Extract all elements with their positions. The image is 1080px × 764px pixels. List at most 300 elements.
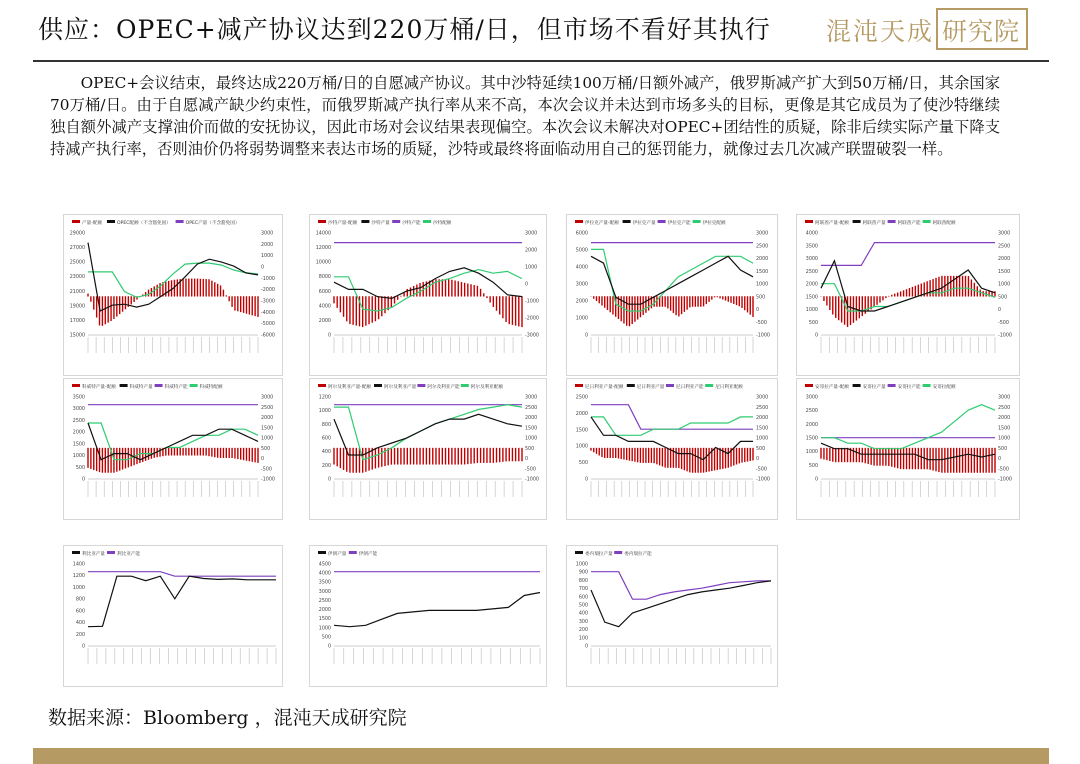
y2-tick-label: 0	[998, 308, 1002, 313]
y2-tick-label: 1500	[756, 269, 769, 275]
diff-bar	[897, 448, 898, 468]
y-tick-label: 3000	[318, 589, 331, 595]
diff-bar	[90, 448, 91, 469]
logo-text: 混沌天成	[826, 17, 935, 46]
diff-bar	[159, 448, 160, 457]
y-tick-label: 200	[75, 632, 85, 638]
y-tick-label: 500	[578, 461, 588, 467]
diff-bar	[697, 296, 698, 307]
diff-bar	[203, 279, 204, 297]
diff-bar	[356, 296, 357, 325]
y-tick-label: 3500	[805, 244, 818, 250]
legend-label: 安哥拉产能	[897, 385, 921, 390]
diff-bar	[678, 296, 679, 316]
y2-tick-label: 500	[998, 446, 1008, 452]
diff-bar	[708, 296, 709, 302]
diff-bar	[496, 448, 497, 463]
y-tick-label: 10000	[315, 260, 331, 266]
y2-tick-label: 500	[261, 446, 271, 452]
legend-label: 阿尔及利亚产量-配额	[328, 385, 372, 390]
y-tick-label: 0	[327, 477, 331, 483]
diff-bar	[107, 448, 108, 473]
diff-bar	[706, 296, 707, 304]
y2-tick-label: -5000	[261, 322, 275, 328]
diff-bar	[512, 296, 513, 325]
diff-bar	[217, 448, 218, 458]
legend-label: 科威特产能	[164, 385, 188, 390]
diff-bar	[400, 448, 401, 465]
diff-bar	[252, 296, 253, 315]
y2-tick-label: 1500	[998, 269, 1011, 275]
diff-bar	[865, 448, 866, 463]
diff-bar	[929, 448, 930, 470]
diff-bar	[435, 448, 436, 465]
diff-bar	[407, 448, 408, 465]
diff-bar	[474, 285, 475, 297]
diff-bar	[664, 448, 665, 468]
y-tick-label: 25000	[69, 260, 85, 266]
y-tick-label: 500	[808, 320, 818, 326]
y2-tick-label: 0	[756, 457, 760, 462]
diff-bar	[365, 448, 366, 472]
diff-bar	[521, 448, 522, 461]
diff-bar	[505, 296, 506, 322]
diff-bar	[894, 294, 895, 297]
diff-bar	[220, 285, 221, 296]
y-tick-label: 8000	[318, 275, 331, 281]
y2-tick-label: 2500	[756, 244, 769, 250]
diff-bar	[426, 448, 427, 465]
diff-bar	[604, 296, 605, 308]
y-tick-label: 1200	[72, 574, 85, 580]
diff-bar	[841, 448, 842, 462]
diff-bar	[736, 448, 737, 465]
y2-tick-label: 3000	[998, 231, 1011, 237]
diff-bar	[205, 279, 206, 296]
diff-bar	[188, 279, 189, 297]
diff-bar	[918, 448, 919, 469]
diff-bar	[228, 296, 229, 301]
diff-bar	[947, 276, 948, 297]
diff-bar	[835, 448, 836, 462]
diff-bar	[903, 290, 904, 296]
diff-bar	[214, 448, 215, 457]
diff-bar	[829, 448, 830, 461]
diff-bar	[862, 296, 863, 316]
chart-panel-5	[63, 378, 283, 520]
y-tick-label: 3000	[805, 257, 818, 262]
diff-bar	[929, 280, 930, 296]
diff-bar	[185, 279, 186, 297]
diff-bar	[832, 448, 833, 462]
legend-swatch	[575, 551, 583, 554]
logo-box-text: 研究院	[942, 17, 1021, 46]
diff-bar	[205, 448, 206, 456]
diff-bar	[375, 296, 376, 321]
diff-bar	[829, 296, 830, 310]
diff-bar	[980, 448, 981, 473]
y-tick-label: 1000	[72, 454, 85, 460]
diff-bar	[736, 296, 737, 305]
diff-bar	[747, 448, 748, 462]
diff-bar	[847, 296, 848, 327]
y2-tick-label: -1000	[998, 477, 1012, 483]
diff-bar	[454, 281, 455, 297]
diff-bar	[873, 296, 874, 307]
y-tick-label: 500	[75, 465, 85, 471]
diff-bar	[231, 448, 232, 458]
diff-bar	[838, 296, 839, 320]
y2-tick-label: 1500	[756, 426, 769, 432]
y-tick-label: 17000	[69, 318, 85, 324]
legend-swatch	[923, 220, 931, 223]
y2-tick-label: 2000	[525, 248, 538, 254]
diff-bar	[171, 280, 172, 296]
legend-label: 利比亚产量	[82, 552, 105, 557]
diff-bar	[653, 448, 654, 463]
diff-bar	[168, 448, 169, 456]
chart-svg-5	[64, 379, 282, 519]
y2-tick-label: 3000	[525, 231, 538, 237]
diff-bar	[888, 448, 889, 466]
y2-tick-label: 2500	[998, 244, 1011, 250]
diff-bar	[977, 448, 978, 473]
y-tick-label: 0	[81, 477, 85, 483]
y-tick-label: 23000	[69, 275, 85, 281]
diff-bar	[708, 448, 709, 472]
legend-label: 伊拉克产能	[667, 221, 691, 226]
diff-bar	[148, 290, 149, 297]
diff-bar	[994, 291, 995, 296]
y-tick-label: 6000	[318, 289, 331, 295]
legend-label: 科威特产量-配额	[82, 385, 116, 390]
y-tick-label: 5000	[575, 248, 588, 254]
series-line-black	[334, 593, 540, 627]
diff-bar	[891, 295, 892, 297]
diff-bar	[165, 448, 166, 456]
diff-bar	[362, 296, 363, 327]
diff-bar	[626, 448, 627, 460]
legend-swatch	[805, 384, 813, 387]
y2-tick-label: 0	[756, 308, 760, 313]
y2-tick-label: 500	[756, 446, 766, 452]
y2-tick-label: 1500	[261, 426, 274, 432]
legend-label: 沙特配额	[433, 221, 452, 226]
y2-tick-label: -6000	[261, 333, 275, 339]
diff-bar	[733, 296, 734, 304]
diff-bar	[254, 448, 255, 463]
y2-tick-label: 1000	[525, 436, 538, 442]
legend-swatch	[72, 551, 80, 554]
y-tick-label: 1500	[805, 295, 818, 301]
legend-label: 伊朗产量	[328, 552, 347, 557]
diff-bar	[915, 286, 916, 297]
y-tick-label: 1000	[72, 585, 85, 591]
diff-bar	[859, 448, 860, 462]
legend-swatch	[693, 220, 701, 223]
diff-bar	[642, 296, 643, 315]
diff-bar	[419, 448, 420, 465]
y2-tick-label: 1000	[998, 282, 1011, 288]
diff-bar	[994, 448, 995, 473]
legend-swatch	[614, 551, 622, 554]
diff-bar	[403, 448, 404, 465]
y-tick-label: 2000	[575, 299, 588, 305]
legend-swatch	[318, 384, 326, 387]
y-tick-label: 0	[81, 644, 85, 650]
diff-bar	[470, 284, 471, 296]
diff-bar	[257, 448, 258, 463]
diff-bar	[882, 448, 883, 466]
chart-svg-10	[310, 546, 546, 686]
diff-bar	[882, 296, 883, 300]
diff-bar	[133, 296, 134, 302]
diff-bar	[637, 296, 638, 319]
series-line-black	[334, 268, 522, 299]
legend-swatch	[392, 220, 400, 223]
legend-swatch	[666, 384, 674, 387]
y2-tick-label: 0	[525, 282, 529, 288]
header	[0, 0, 1080, 58]
legend-swatch	[923, 384, 931, 387]
diff-bar	[744, 296, 745, 310]
diff-bar	[349, 296, 350, 324]
diff-bar	[359, 448, 360, 473]
diff-bar	[912, 448, 913, 469]
y2-tick-label: 1000	[756, 436, 769, 442]
diff-bar	[675, 296, 676, 315]
diff-bar	[356, 448, 357, 473]
diff-bar	[823, 448, 824, 460]
diff-bar	[394, 448, 395, 465]
diff-bar	[234, 448, 235, 459]
diff-bar	[623, 296, 624, 323]
diff-bar	[689, 448, 690, 473]
y-tick-label: 2000	[318, 318, 331, 324]
diff-bar	[891, 448, 892, 467]
header-divider	[33, 60, 1049, 62]
y-tick-label: 500	[321, 635, 331, 641]
y-tick-label: 21000	[69, 289, 85, 295]
diff-bar	[214, 282, 215, 296]
legend-label: 阿联酋配额	[932, 221, 956, 226]
diff-bar	[950, 448, 951, 473]
page-title: 供应：OPEC+减产协议达到220万桶/日，但市场不看好其执行	[38, 15, 771, 44]
diff-bar	[518, 296, 519, 326]
diff-bar	[410, 448, 411, 465]
diff-bar	[397, 296, 398, 300]
diff-bar	[340, 296, 341, 312]
diff-bar	[243, 448, 244, 460]
diff-bar	[397, 448, 398, 465]
diff-bar	[493, 296, 494, 307]
y2-tick-label: -500	[525, 467, 536, 473]
y2-tick-label: 2000	[525, 416, 538, 421]
legend-swatch	[349, 551, 357, 554]
diff-bar	[445, 448, 446, 465]
diff-bar	[651, 448, 652, 463]
y-tick-label: 2000	[805, 282, 818, 288]
diff-bar	[637, 448, 638, 462]
diff-bar	[985, 448, 986, 473]
diff-bar	[116, 296, 117, 316]
legend-swatch	[155, 384, 163, 387]
diff-bar	[991, 448, 992, 473]
y-tick-label: 300	[578, 619, 588, 625]
diff-bar	[237, 296, 238, 311]
chart-svg-9	[64, 546, 282, 686]
diff-bar	[941, 276, 942, 297]
diff-bar	[410, 287, 411, 296]
legend-swatch	[853, 220, 861, 223]
legend-swatch	[107, 551, 115, 554]
diff-bar	[480, 289, 481, 297]
y-tick-label: 1000	[575, 444, 588, 450]
diff-bar	[750, 448, 751, 461]
y-tick-label: 0	[584, 477, 588, 483]
y-tick-label: 1000	[318, 626, 331, 632]
y-tick-label: 600	[321, 436, 331, 442]
diff-bar	[853, 448, 854, 462]
chart-svg-3	[567, 215, 777, 375]
diff-bar	[983, 448, 984, 473]
y2-tick-label: 1000	[261, 436, 274, 442]
y-tick-label: 0	[584, 644, 588, 650]
y-tick-label: 4000	[318, 571, 331, 577]
diff-bar	[859, 296, 860, 318]
diff-bar	[254, 296, 255, 316]
diff-bar	[182, 448, 183, 456]
y2-tick-label: 3000	[261, 395, 274, 401]
diff-bar	[596, 296, 597, 301]
diff-bar	[686, 296, 687, 309]
diff-bar	[974, 448, 975, 473]
y2-tick-label: 1500	[998, 426, 1011, 432]
diff-bar	[634, 296, 635, 322]
legend-swatch	[627, 384, 635, 387]
legend-swatch	[575, 220, 583, 223]
diff-bar	[113, 296, 114, 319]
legend-label: 尼日利亚产量	[636, 385, 665, 390]
y-tick-label: 800	[321, 422, 331, 428]
legend-label: 科威特产量	[129, 385, 153, 390]
diff-bar	[249, 296, 250, 314]
diff-bar	[458, 281, 459, 296]
diff-bar	[835, 296, 836, 318]
diff-bar	[684, 296, 685, 312]
diff-bar	[844, 448, 845, 462]
diff-bar	[211, 281, 212, 297]
legend-swatch	[190, 384, 198, 387]
y2-tick-label: 2000	[756, 257, 769, 262]
diff-bar	[489, 296, 490, 302]
diff-bar	[518, 448, 519, 461]
legend-swatch	[461, 384, 469, 387]
y-tick-label: 2500	[805, 409, 818, 415]
diff-bar	[223, 290, 224, 297]
diff-bar	[956, 276, 957, 297]
legend-label: 安哥拉配额	[932, 385, 956, 390]
footer-bar	[33, 748, 1049, 764]
diff-bar	[102, 296, 103, 326]
legend-label: 阿尔及利亚配额	[470, 385, 503, 390]
diff-bar	[714, 448, 715, 471]
y2-tick-label: -500	[261, 467, 272, 473]
legend-label: 阿联酋产能	[897, 221, 921, 226]
diff-bar	[191, 279, 192, 297]
y-tick-label: 1200	[318, 395, 331, 401]
diff-bar	[725, 448, 726, 468]
diff-bar	[962, 448, 963, 473]
diff-bar	[703, 296, 704, 306]
diff-bar	[601, 296, 602, 305]
diff-bar	[728, 448, 729, 468]
diff-bar	[599, 296, 600, 303]
diff-bar	[965, 448, 966, 473]
diff-bar	[416, 448, 417, 465]
legend-swatch	[888, 220, 896, 223]
diff-bar	[365, 296, 366, 326]
diff-bar	[400, 296, 401, 297]
series-line-green	[591, 249, 753, 311]
diff-bar	[159, 283, 160, 296]
diff-bar	[174, 448, 175, 456]
diff-bar	[105, 448, 106, 473]
diff-bar	[499, 448, 500, 462]
y2-tick-label: 2500	[525, 405, 538, 411]
diff-bar	[903, 448, 904, 469]
diff-bar	[607, 296, 608, 310]
diff-bar	[915, 448, 916, 469]
diff-bar	[252, 448, 253, 462]
diff-bar	[918, 285, 919, 297]
diff-bar	[413, 448, 414, 465]
y2-tick-label: 3000	[525, 395, 538, 401]
diff-bar	[876, 296, 877, 305]
series-line-purple	[88, 572, 276, 577]
diff-bar	[208, 279, 209, 296]
legend-label: 委内瑞拉产能	[624, 552, 652, 557]
diff-bar	[675, 448, 676, 468]
legend-label: 伊拉克产量-配额	[585, 221, 619, 226]
diff-bar	[719, 448, 720, 470]
legend-label: 沙特产量-配额	[328, 221, 358, 226]
y-tick-label: 1000	[575, 316, 588, 322]
diff-bar	[125, 296, 126, 309]
diff-bar	[612, 296, 613, 314]
diff-bar	[695, 296, 696, 307]
diff-bar	[653, 296, 654, 307]
legend-label: 沙特产能	[402, 221, 421, 226]
y-tick-label: 1000	[805, 308, 818, 313]
y-tick-label: 6000	[575, 231, 588, 237]
diff-bar	[203, 448, 204, 456]
legend-label: 阿尔及利亚产能	[427, 385, 460, 390]
diff-bar	[739, 448, 740, 464]
diff-bar	[906, 448, 907, 469]
legend-label: 利比亚产能	[117, 552, 140, 557]
diff-bar	[515, 296, 516, 325]
chart-panel-3	[566, 214, 778, 376]
diff-bar	[888, 296, 889, 297]
diff-bar	[139, 448, 140, 463]
y-tick-label: 4500	[318, 562, 331, 568]
series-line-purple	[591, 405, 753, 430]
diff-bar	[432, 448, 433, 465]
diff-bar	[180, 448, 181, 456]
legend-label: 伊拉克配额	[702, 221, 726, 226]
diff-bar	[122, 448, 123, 470]
